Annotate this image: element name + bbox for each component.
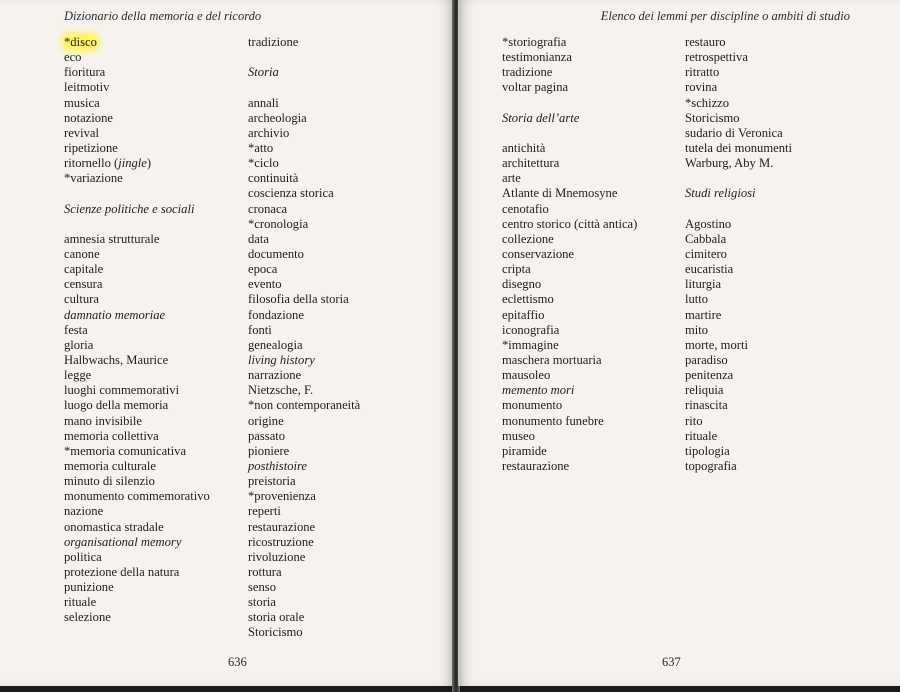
index-entry <box>248 111 360 126</box>
index-entry-text: legge <box>64 368 92 383</box>
index-entry <box>64 308 210 323</box>
section-heading: Scienze politiche e sociali <box>64 201 195 216</box>
index-entry-italic: jingle <box>118 156 147 171</box>
index-entry-text: archeologia <box>248 110 307 125</box>
page-number-left: 636 <box>228 655 247 669</box>
index-entry <box>248 580 360 595</box>
index-entry-text: genealogia <box>248 337 303 352</box>
index-entry <box>64 398 210 413</box>
index-entry-text: punizione <box>64 580 114 595</box>
index-entry-text: ritornello ( <box>64 156 119 171</box>
index-entry-text: eclettismo <box>502 292 554 307</box>
index-entry-text: antichità <box>502 140 546 155</box>
index-entry-text: monumento commemorativo <box>64 489 210 504</box>
index-entry <box>248 186 360 201</box>
index-column-left-1 <box>64 35 210 625</box>
index-entry <box>502 414 637 429</box>
index-entry <box>64 489 210 504</box>
index-entry-text: Nietzsche, F. <box>248 383 314 398</box>
index-entry <box>502 292 637 307</box>
index-entry <box>685 126 792 141</box>
index-column-right-1 <box>502 35 637 474</box>
index-entry-text: conservazione <box>502 246 575 261</box>
index-entry-text: luoghi commemorativi <box>64 383 180 398</box>
index-entry-text: cultura <box>64 292 99 307</box>
index-entry <box>502 308 637 323</box>
index-entry-text: penitenza <box>685 368 734 383</box>
index-entry-text: monumento <box>502 398 563 413</box>
index-entry-text: mausoleo <box>502 368 551 383</box>
index-entry <box>502 459 637 474</box>
index-entry <box>502 156 637 171</box>
index-entry <box>685 65 792 80</box>
index-entry-text: tutela dei monumenti <box>685 140 793 155</box>
index-entry <box>685 323 792 338</box>
index-entry <box>248 398 360 413</box>
index-entry <box>248 277 360 292</box>
index-entry <box>248 550 360 565</box>
index-entry <box>64 126 210 141</box>
spacer <box>685 171 792 186</box>
index-entry <box>502 202 637 217</box>
index-entry <box>502 368 637 383</box>
index-entry <box>248 171 360 186</box>
index-entry <box>248 262 360 277</box>
index-entry <box>502 353 637 368</box>
index-entry <box>64 610 210 625</box>
index-entry <box>64 429 210 444</box>
index-entry-text: tradizione <box>248 35 299 49</box>
index-entry-text: monumento funebre <box>502 413 604 428</box>
index-entry <box>64 414 210 429</box>
index-entry <box>685 368 792 383</box>
index-entry <box>502 80 637 95</box>
index-entry <box>64 96 210 111</box>
index-entry <box>685 232 792 247</box>
index-entry <box>64 504 210 519</box>
index-entry <box>64 292 210 307</box>
index-entry-text: archivio <box>248 125 290 140</box>
index-entry <box>502 247 637 262</box>
index-entry <box>64 50 210 65</box>
index-entry <box>248 232 360 247</box>
index-entry-text: morte, morti <box>685 337 748 352</box>
index-entry <box>685 444 792 459</box>
page-number-right: 637 <box>662 655 681 669</box>
index-entry-text: *memoria comunicativa <box>64 443 187 458</box>
index-entry <box>64 262 210 277</box>
index-entry <box>248 323 360 338</box>
index-entry-text: retrospettiva <box>685 50 748 65</box>
index-entry <box>248 429 360 444</box>
index-entry-text: nazione <box>64 504 104 519</box>
index-entry <box>685 414 792 429</box>
index-entry-text: voltar pagina <box>502 80 569 95</box>
spacer <box>248 80 360 95</box>
index-entry-text: Storicismo <box>685 110 740 125</box>
index-entry-text: Agostino <box>685 216 732 231</box>
index-entry-text: piramide <box>502 443 547 458</box>
index-entry-text: disegno <box>502 277 542 292</box>
index-entry-text: canone <box>64 246 100 261</box>
index-entry-text: rottura <box>248 564 282 579</box>
index-entry <box>248 35 360 50</box>
section-heading: Studi religiosi <box>685 186 756 201</box>
index-entry-suffix: ) <box>146 156 152 171</box>
index-entry-text: sudario di Veronica <box>685 125 783 140</box>
index-entry <box>502 186 637 201</box>
index-column-left-2 <box>248 35 360 641</box>
index-entry <box>502 277 637 292</box>
spacer <box>685 202 792 217</box>
index-entry <box>64 80 210 95</box>
index-entry <box>64 383 210 398</box>
index-entry-text: Halbwachs, Maurice <box>64 352 169 367</box>
running-head-left: Dizionario della memoria e del ricordo <box>64 9 262 23</box>
index-entry-text: preistoria <box>248 474 296 489</box>
index-entry <box>685 429 792 444</box>
index-entry-text: topografia <box>685 458 737 473</box>
index-entry <box>64 35 210 50</box>
index-entry <box>248 535 360 550</box>
index-entry-text: filosofia della storia <box>248 292 349 307</box>
index-entry <box>64 444 210 459</box>
index-entry-text: memoria culturale <box>64 458 156 473</box>
index-entry <box>248 126 360 141</box>
index-entry-text: eco <box>64 50 82 65</box>
index-entry <box>248 565 360 580</box>
index-entry-text: revival <box>64 125 99 140</box>
index-entry-text: documento <box>248 246 304 261</box>
index-entry <box>64 550 210 565</box>
index-entry-text: centro storico (città antica) <box>502 216 638 231</box>
section-heading: Storia <box>248 65 279 80</box>
index-entry <box>685 383 792 398</box>
index-entry-text: *non contemporaneità <box>248 398 361 413</box>
index-entry-text: liturgia <box>685 277 722 292</box>
index-entry <box>64 565 210 580</box>
index-entry-text: tradizione <box>502 65 553 80</box>
index-entry-text: evento <box>248 277 282 292</box>
index-entry-text: gloria <box>64 337 94 352</box>
index-entry <box>502 444 637 459</box>
index-entry <box>685 292 792 307</box>
index-entry <box>248 595 360 610</box>
index-entry-text: amnesia strutturale <box>64 231 160 246</box>
index-entry <box>64 171 210 186</box>
index-entry-text: *ciclo <box>248 156 279 171</box>
index-entry-text: senso <box>248 580 276 595</box>
index-entry-text: reperti <box>248 504 281 519</box>
index-entry <box>248 217 360 232</box>
index-entry-text: cripta <box>502 262 531 277</box>
index-entry-text: mano invisibile <box>64 413 143 428</box>
index-entry <box>685 353 792 368</box>
index-entry <box>685 277 792 292</box>
index-entry-text: reliquia <box>685 383 724 398</box>
index-entry-text: rituale <box>685 428 718 443</box>
index-entry <box>685 459 792 474</box>
index-entry <box>248 368 360 383</box>
index-entry-text: *immagine <box>502 337 559 352</box>
index-entry-text: annali <box>248 95 279 110</box>
index-entry-text: onomastica stradale <box>64 519 164 534</box>
index-entry <box>248 459 360 474</box>
index-entry <box>248 247 360 262</box>
index-entry <box>64 353 210 368</box>
index-entry <box>502 262 637 277</box>
index-entry <box>685 156 792 171</box>
index-entry <box>64 595 210 610</box>
index-entry <box>502 141 637 156</box>
index-entry-text: fonti <box>248 322 272 337</box>
index-entry-text: testimonianza <box>502 50 572 65</box>
index-entry <box>64 277 210 292</box>
index-entry-text: censura <box>64 277 103 292</box>
index-entry <box>685 141 792 156</box>
index-entry-text: cimitero <box>685 246 727 261</box>
index-entry <box>64 474 210 489</box>
index-entry-text: tipologia <box>685 443 730 458</box>
section-heading: Storia dell’arte <box>502 110 580 125</box>
index-entry-text: rivoluzione <box>248 549 306 564</box>
index-entry <box>248 625 360 640</box>
index-entry <box>248 414 360 429</box>
index-entry <box>64 323 210 338</box>
right-page <box>458 0 900 686</box>
index-entry-text: ripetizione <box>64 140 118 155</box>
index-entry <box>248 338 360 353</box>
index-entry-text: minuto di silenzio <box>64 474 155 489</box>
index-entry <box>502 323 637 338</box>
index-entry <box>64 232 210 247</box>
index-entry-text: rinascita <box>685 398 728 413</box>
index-entry-text: eucaristia <box>685 262 734 277</box>
index-entry <box>64 65 210 80</box>
index-entry-text: *atto <box>248 140 274 155</box>
index-entry-text: notazione <box>64 110 113 125</box>
index-entry <box>502 217 637 232</box>
index-entry-text: living history <box>248 352 315 367</box>
index-entry-text: pioniere <box>248 443 290 458</box>
index-entry <box>502 171 637 186</box>
index-entry-text: ricostruzione <box>248 534 314 549</box>
index-entry <box>685 50 792 65</box>
index-entry-text: *variazione <box>64 171 123 186</box>
index-entry <box>64 338 210 353</box>
index-entry <box>248 202 360 217</box>
index-entry-text: cenotafio <box>502 201 549 216</box>
index-entry <box>248 292 360 307</box>
index-entry <box>248 383 360 398</box>
index-entry <box>685 398 792 413</box>
index-entry <box>685 35 792 50</box>
index-entry <box>685 217 792 232</box>
index-entry-text: paradiso <box>685 352 728 367</box>
index-entry <box>685 308 792 323</box>
index-entry <box>248 96 360 111</box>
index-entry-text: architettura <box>502 156 560 171</box>
spacer <box>502 126 637 141</box>
index-entry <box>64 535 210 550</box>
index-column-right-2 <box>685 35 792 474</box>
index-entry-text: restaurazione <box>502 458 570 473</box>
index-entry-text: luogo della memoria <box>64 398 169 413</box>
index-entry <box>685 96 792 111</box>
index-entry-text: musica <box>64 95 100 110</box>
index-entry-text: museo <box>502 428 535 443</box>
running-head-right: Elenco dei lemmi per discipline o ambiti di studio <box>600 9 850 23</box>
index-entry <box>502 232 637 247</box>
index-entry-text: *schizzo <box>685 95 730 110</box>
index-entry-text: iconografia <box>502 322 560 337</box>
index-entry-text: Atlante di Mnemosyne <box>502 186 618 201</box>
index-entry-text: Warburg, Aby M. <box>685 156 774 171</box>
index-entry-text: mito <box>685 322 709 337</box>
index-entry-text: Cabbala <box>685 231 727 246</box>
index-entry-text: storia <box>248 595 276 610</box>
index-entry-text: fondazione <box>248 307 304 322</box>
index-entry <box>248 353 360 368</box>
index-entry-text: selezione <box>64 610 111 625</box>
index-entry-text: organisational memory <box>64 534 182 549</box>
index-entry-text: cronaca <box>248 201 288 216</box>
index-entry-text: festa <box>64 322 88 337</box>
index-entry <box>64 368 210 383</box>
index-entry <box>64 520 210 535</box>
index-entry <box>502 383 637 398</box>
index-entry <box>685 247 792 262</box>
index-entry-text: rovina <box>685 80 718 95</box>
index-entry-text: epitaffio <box>502 307 545 322</box>
index-entry <box>685 111 792 126</box>
index-entry <box>685 262 792 277</box>
index-entry <box>502 50 637 65</box>
index-entry <box>248 610 360 625</box>
index-entry-text: memento mori <box>502 383 575 398</box>
index-entry-text: origine <box>248 413 284 428</box>
index-entry <box>248 520 360 535</box>
index-entry <box>248 504 360 519</box>
index-entry <box>502 338 637 353</box>
index-entry-text: *disco <box>64 35 97 49</box>
index-entry-text: storia orale <box>248 610 305 625</box>
index-entry <box>248 444 360 459</box>
spacer <box>502 96 637 111</box>
index-entry-text: capitale <box>64 262 104 277</box>
index-entry-text: politica <box>64 549 102 564</box>
index-entry <box>502 65 637 80</box>
index-entry <box>248 308 360 323</box>
index-entry <box>64 156 210 171</box>
index-entry-text: lutto <box>685 292 709 307</box>
index-entry <box>685 338 792 353</box>
index-entry <box>502 35 637 50</box>
index-entry-text: damnatio memoriae <box>64 307 166 322</box>
index-entry <box>64 247 210 262</box>
index-entry-text: epoca <box>248 262 278 277</box>
index-entry-text: restauro <box>685 35 726 49</box>
index-entry <box>248 489 360 504</box>
index-entry-text: collezione <box>502 231 554 246</box>
index-entry-text: leitmotiv <box>64 80 110 95</box>
index-entry-text: data <box>248 231 269 246</box>
index-entry <box>248 156 360 171</box>
index-entry-text: ritratto <box>685 65 720 80</box>
index-entry <box>64 111 210 126</box>
index-entry-text: maschera mortuaria <box>502 352 602 367</box>
index-entry-text: passato <box>248 428 286 443</box>
spacer <box>64 217 210 232</box>
spacer <box>64 186 210 201</box>
index-entry-text: posthistoire <box>248 458 308 473</box>
index-entry-text: rituale <box>64 595 97 610</box>
index-entry <box>502 398 637 413</box>
index-entry-text: *cronologia <box>248 216 309 231</box>
index-entry <box>685 80 792 95</box>
index-entry-text: protezione della natura <box>64 564 180 579</box>
index-entry-text: fioritura <box>64 65 106 80</box>
index-entry-text: memoria collettiva <box>64 428 159 443</box>
index-entry-text: arte <box>502 171 521 186</box>
index-entry <box>502 429 637 444</box>
index-entry <box>64 580 210 595</box>
index-entry-text: *storiografia <box>502 35 567 49</box>
index-entry-text: restaurazione <box>248 519 316 534</box>
index-entry-text: martire <box>685 307 722 322</box>
index-entry <box>248 141 360 156</box>
index-entry-text: narrazione <box>248 368 302 383</box>
index-entry-text: continuità <box>248 171 299 186</box>
index-entry-text: Storicismo <box>248 625 303 640</box>
index-entry <box>64 459 210 474</box>
index-entry-text: *provenienza <box>248 489 316 504</box>
index-entry <box>248 474 360 489</box>
index-entry-text: rito <box>685 413 703 428</box>
index-entry-text: coscienza storica <box>248 186 334 201</box>
spacer <box>248 50 360 65</box>
index-entry <box>64 141 210 156</box>
